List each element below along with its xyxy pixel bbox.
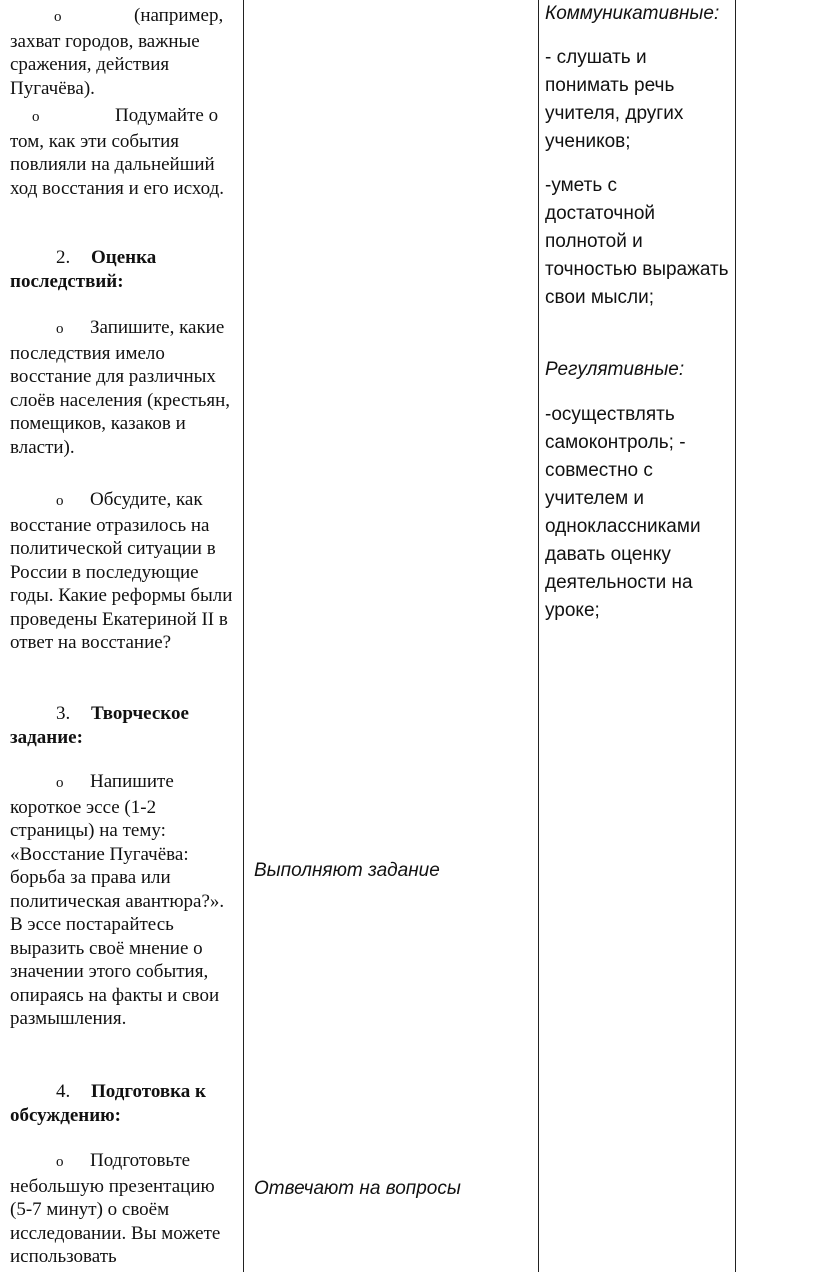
communicative-item-listen: - слушать и понимать речь учителя, других учеников; [545, 47, 684, 152]
section-title: Оценка последствий: [10, 247, 157, 292]
section-heading-consequences [10, 246, 240, 293]
list-item-text: Подумайте о том, как эти события повлияли на дальнейший ход восстания и его исход. [10, 105, 225, 199]
table-border-right [735, 0, 736, 1272]
table-border-middle [538, 0, 539, 1272]
bullet-icon: o [56, 493, 64, 509]
regulative-item-selfcontrol: -осуществлять самоконтроль; - совместно с учителем и одноклассниками давать оценку деятельности на уроке; [545, 404, 701, 621]
list-item-essay [10, 770, 240, 1031]
list-item-text: Подготовьте небольшую презентацию (5-7 минут) о своём исследовании. Вы можете использовать [10, 1150, 221, 1267]
bullet-icon: o [56, 775, 64, 791]
list-item-text: Запишите, какие последствия имело восстание для различных слоёв населения (крестьян, помещиков, казаков и власти). [10, 317, 231, 458]
bullet-icon: o [56, 321, 64, 337]
section-heading-creative [10, 702, 240, 749]
bullet-icon: o [32, 109, 40, 125]
list-item-presentation [10, 1149, 240, 1269]
activity-answer-questions: Отвечают на вопросы [254, 1178, 461, 1199]
bullet-icon: o [56, 1154, 64, 1170]
section-number: 3. [56, 703, 71, 724]
list-item-discuss [10, 488, 240, 655]
section-number: 2. [56, 247, 71, 268]
list-item-text: Напишите короткое эссе (1-2 страницы) на тему: «Восстание Пугачёва: борьба за права или политическая авантюра?». В эссе постарайтесь выразить своё мнение о значении этого события, опираясь на факты и свои размышления. [10, 771, 225, 1029]
section-title: Творческое задание: [10, 703, 189, 748]
section-heading-preparation [10, 1080, 240, 1127]
regulative-heading: Регулятивные: [545, 359, 685, 380]
communicative-item-express: -уметь с достаточной полнотой и точностью выражать свои мысли; [545, 175, 729, 308]
list-item-text: (например, захват городов, важные сражения, действия Пугачёва). [10, 5, 224, 99]
section-title: Подготовка к обсуждению: [10, 1081, 206, 1126]
communicative-heading: Коммуникативные: [545, 3, 720, 24]
list-item-text: Обсудите, как восстание отразилось на политической ситуации в России в последующие годы. Какие реформы были проведены Екатериной II в ответ на восстание? [10, 489, 233, 653]
activity-complete-task: Выполняют задание [254, 860, 440, 881]
list-item-consider [10, 104, 240, 200]
section-number: 4. [56, 1081, 71, 1102]
list-item-record [10, 316, 240, 459]
list-item-examples [10, 4, 240, 100]
bullet-icon: o [54, 9, 62, 25]
table-border-left [243, 0, 244, 1272]
